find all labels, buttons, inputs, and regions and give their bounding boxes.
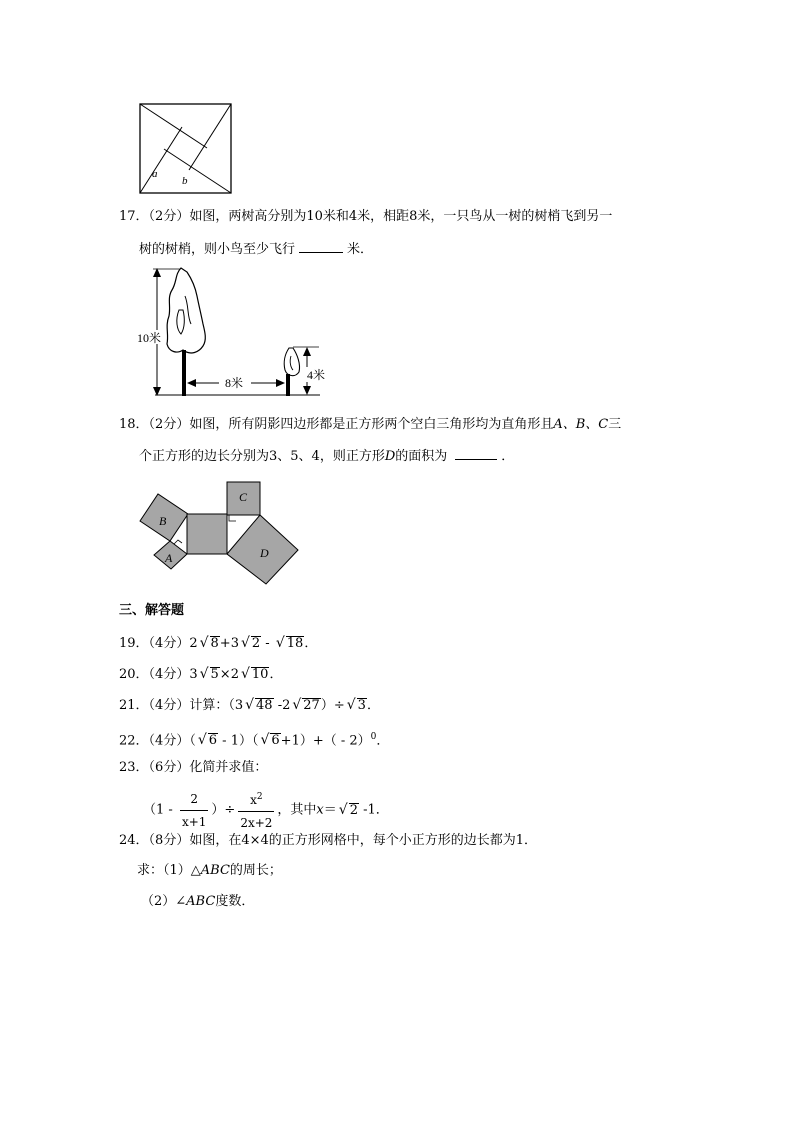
q23-radicand: 2: [349, 802, 358, 818]
squares-figure: [136, 478, 302, 588]
q18-line1: [119, 416, 621, 434]
q24-line3: [141, 893, 254, 911]
q24-line2: [137, 862, 282, 880]
q20-part-2: ×2: [219, 667, 239, 682]
q19-line: 19．（4分）2 √ 8+3 √ 2 - √ 18．: [119, 635, 318, 651]
q18-text-1c: 三: [608, 417, 622, 432]
q24-text-2c: 的周长；: [229, 863, 282, 878]
q18-text-2c: 的面积为: [395, 449, 448, 464]
q24-line1: 24．（8分）如图，在4×4的正方形网格中，每个小正方形的边长都为1．: [119, 833, 538, 848]
q21-radicand-2: 27: [303, 698, 320, 713]
q22-radicand-1: 6: [208, 733, 218, 749]
q18-d: D: [384, 449, 396, 464]
pythagoras-square-figure: [139, 103, 233, 195]
q24-text-3a: （2）∠: [141, 894, 187, 909]
q17-line2: [139, 240, 373, 259]
q19-prefix: 19．（4分）2: [119, 636, 198, 651]
q23-mid: ）÷: [211, 802, 236, 818]
q19-radicand-1: 8: [210, 636, 219, 651]
q18-answer-blank[interactable]: [455, 447, 497, 460]
q22-exponent: 0: [370, 732, 377, 742]
q21-part-3: ）÷: [320, 698, 345, 713]
q21-radicand-3: 3: [357, 698, 366, 713]
q22-line: 22．（4分）（ √ 6 - 1）（ √ 6+1）+（ - 2）$^0$．: [119, 732, 390, 749]
q23-f2-num-exp: 2: [256, 792, 263, 802]
q22-part-2: - 1）（: [218, 733, 259, 749]
q19-part-2: +3: [219, 636, 239, 651]
two-trees-figure: [135, 266, 325, 400]
label-B: B: [159, 514, 167, 528]
q20-line: 20．（4分）3 √ 5×2 √ 10．: [119, 666, 283, 682]
q17-line1: 17．（2分）如图，两树高分别为10米和4米，相距8米，一只鸟从一树的树梢飞到另一: [119, 209, 613, 224]
q19-part-3: -: [261, 636, 274, 651]
q22-prefix: 22．（4分）（: [119, 733, 196, 749]
q23-f2-num-base: x: [250, 793, 257, 807]
q24-text-3c: 度数．: [215, 894, 255, 909]
q23-f1-num: 2: [180, 788, 208, 811]
q17-text-b: 米．: [347, 242, 374, 257]
label-C: C: [239, 490, 248, 504]
q23-line1: 23．（6分）化简并求值：: [119, 760, 268, 775]
q19-radicand-2: 2: [251, 636, 261, 651]
q21-prefix: 21．（4分）计算：（3: [119, 698, 244, 713]
label-a: a: [152, 168, 158, 180]
q24-abc-1: ABC: [200, 863, 230, 878]
q22-end: ．: [376, 733, 390, 749]
q23-var: x: [316, 802, 324, 818]
q22-part-3: +1）+（ - 2）: [280, 733, 371, 749]
q20-end: ．: [269, 667, 283, 682]
q23-fraction-1: [180, 788, 208, 833]
label-D: D: [260, 546, 269, 560]
q22-radicand-2: 6: [271, 733, 280, 749]
q18-abc: A、B、C: [553, 417, 609, 432]
q23-eq: ＝: [323, 802, 337, 818]
q20-radicand-2: 10: [251, 667, 269, 682]
q24-text-2a: 求：（1）△: [137, 863, 201, 878]
q20-radicand-1: 5: [210, 667, 219, 682]
label-8m: 8米: [225, 376, 244, 390]
q18-text-2d: ．: [501, 449, 515, 464]
q23-f2-num: [238, 786, 274, 812]
q18-text-2a: 个正方形的边长分别为3、5、4，则正方形: [139, 449, 385, 464]
q17-answer-blank[interactable]: [299, 240, 343, 253]
label-b: b: [182, 175, 188, 187]
q19-radicand-3: 18: [286, 636, 304, 651]
q21-radicand-1: 48: [256, 698, 273, 713]
q23-open: （1 -: [143, 802, 177, 818]
q19-end: ．: [304, 636, 318, 651]
q24-abc-2: ABC: [186, 894, 216, 909]
q23-tail: ，其中: [277, 802, 317, 818]
q23-expression: （1 - $\frac{2}{x+1}$ ）÷ $\frac{x^2}{2x+2}$ ，其中x＝ √ 2 -1．: [143, 786, 389, 834]
q21-part-2: -2: [273, 698, 291, 713]
label-10m: 10米: [137, 331, 162, 345]
q17-text-a: 树的树梢，则小鸟至少飞行: [139, 242, 296, 257]
q21-line: 21．（4分）计算：（3 √ 48 -2 √ 27）÷ √ 3．: [119, 697, 380, 713]
q21-end: ．: [366, 698, 380, 713]
q20-prefix: 20．（4分）3: [119, 667, 198, 682]
q23-f1-den: x+1: [181, 814, 207, 829]
q23-f2-den: 2x+2: [240, 816, 273, 830]
q18-line2: [139, 447, 514, 466]
label-A: A: [165, 551, 173, 565]
q18-text-1: 18．（2分）如图，所有阴影四边形都是正方形两个空白三角形均为直角形且: [119, 417, 554, 432]
q23-end: -1．: [358, 802, 389, 818]
section-title: 三、解答题: [119, 603, 185, 618]
label-4m: 4米: [307, 368, 325, 382]
q23-fraction-2: [238, 786, 274, 834]
